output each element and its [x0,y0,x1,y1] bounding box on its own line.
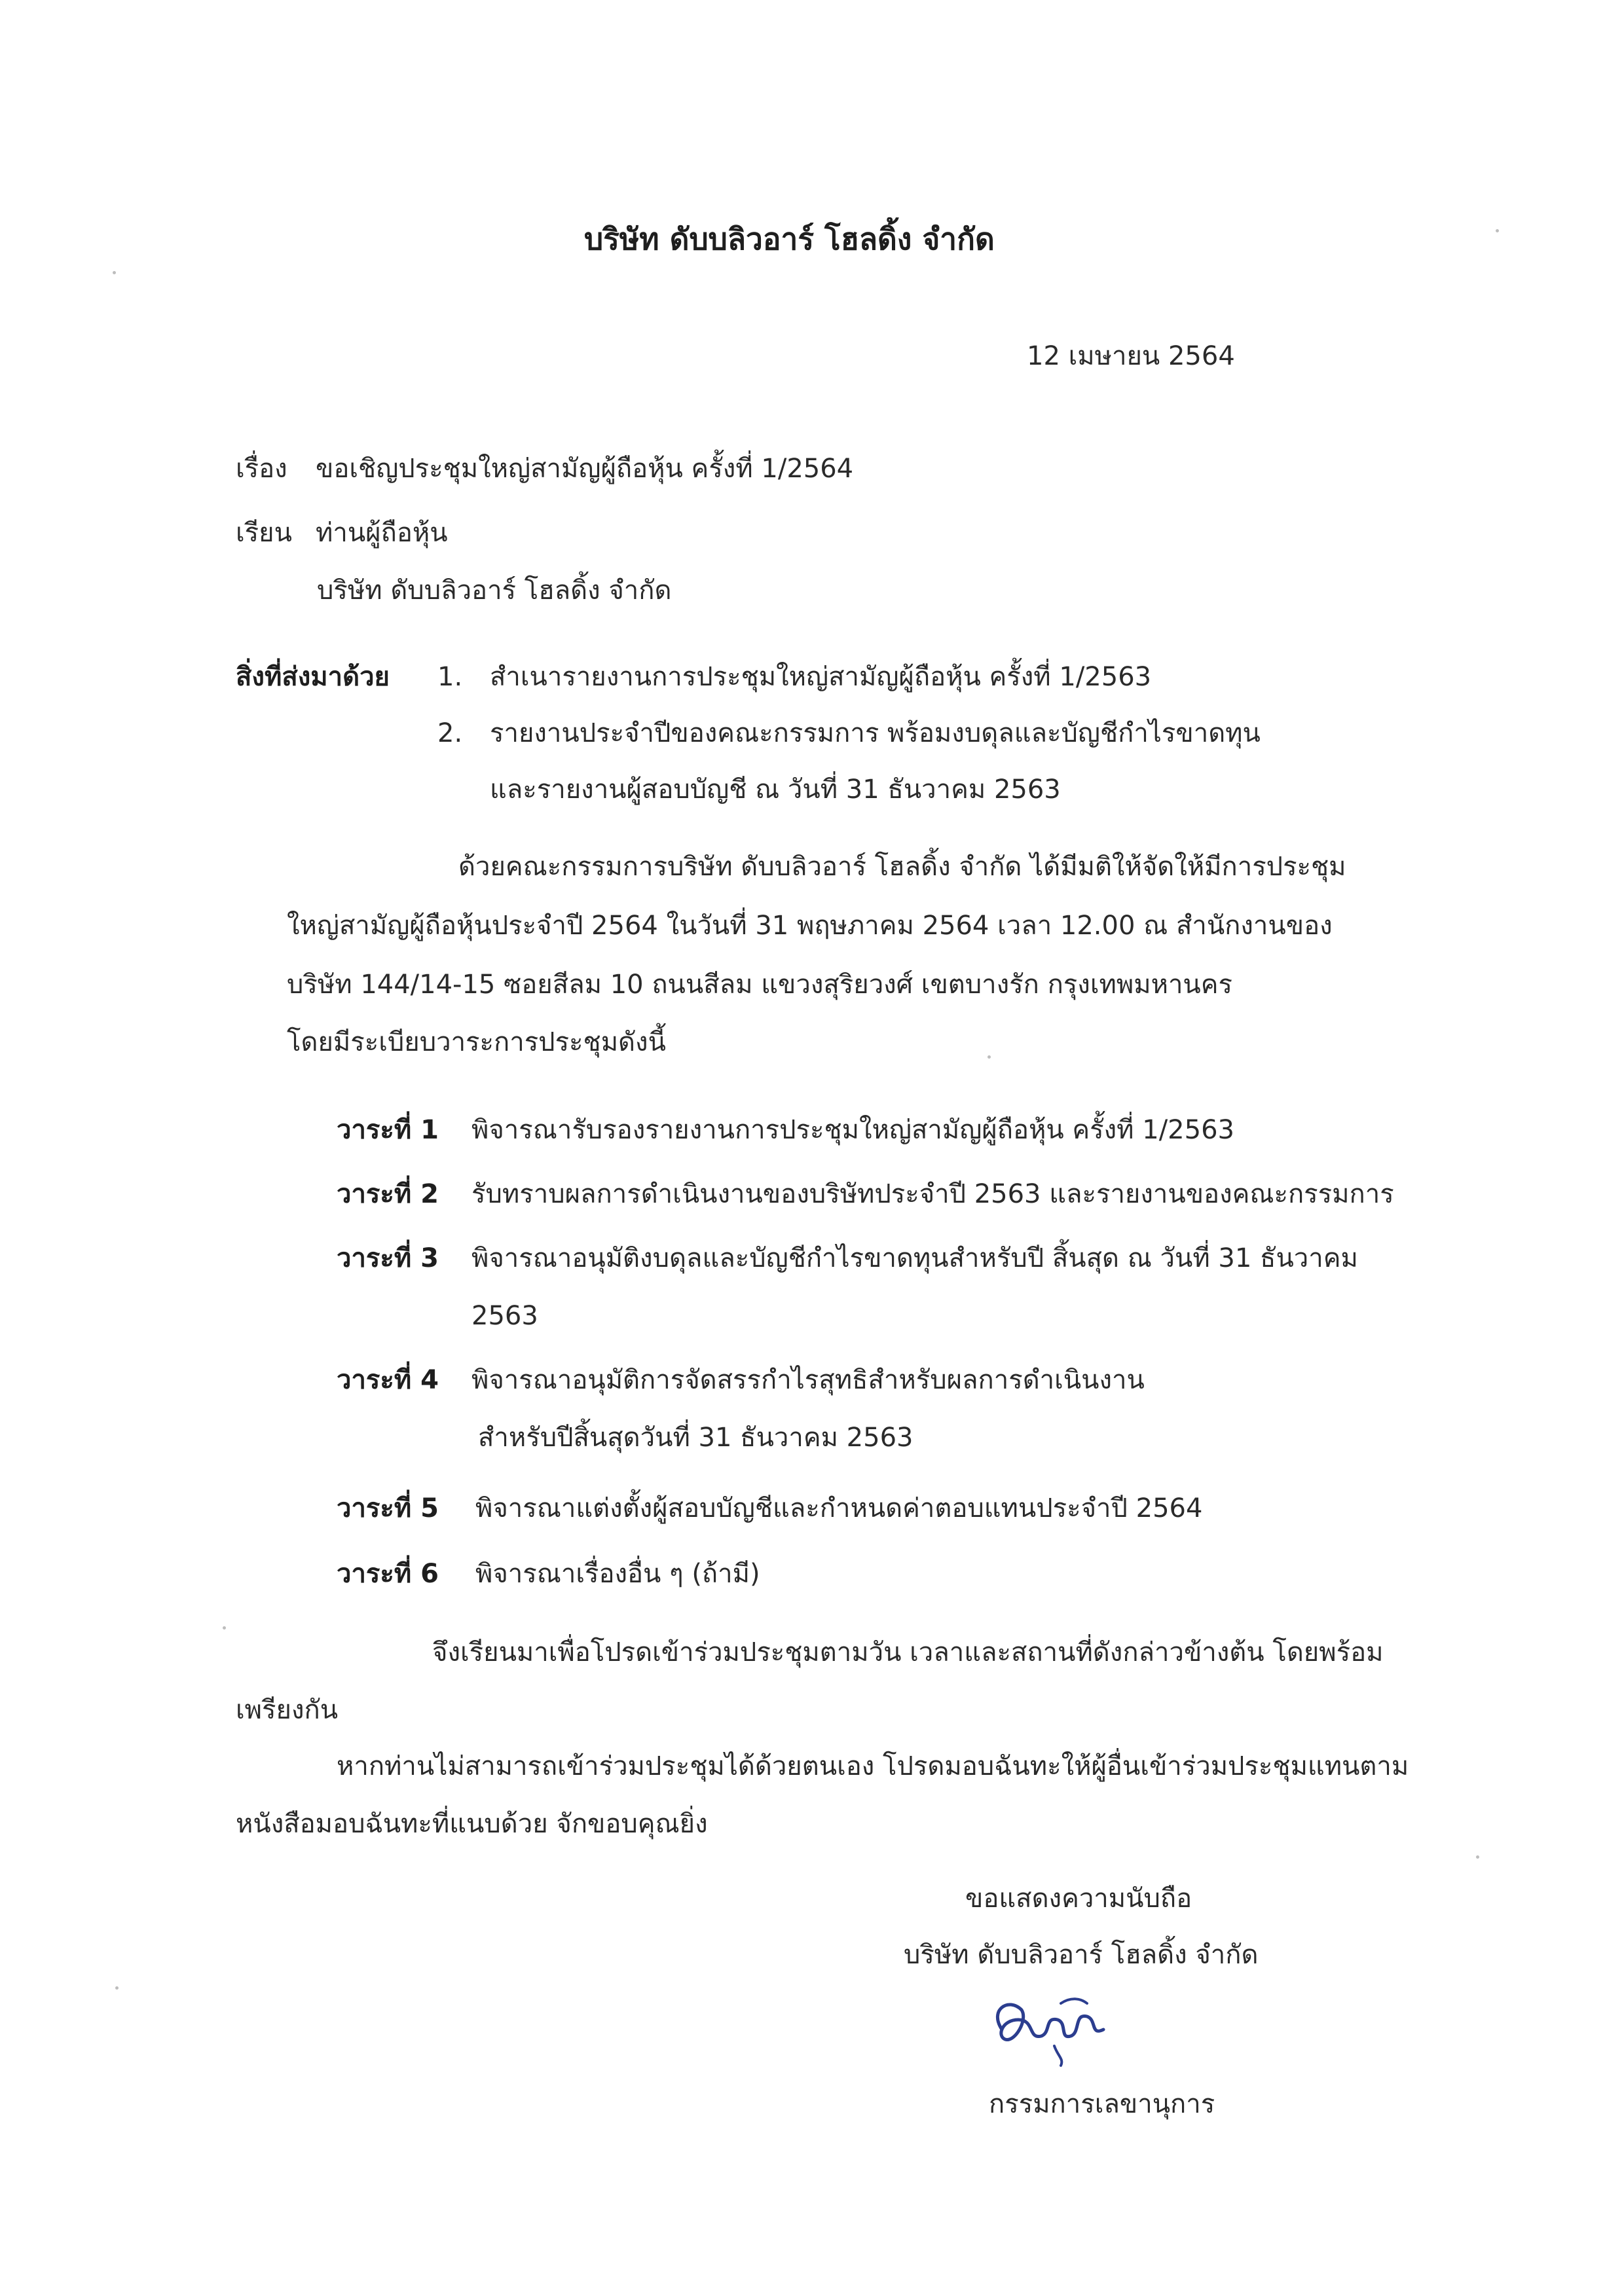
scan-speck [1496,229,1499,232]
invitation-line: จึงเรียนมาเพื่อโปรดเข้าร่วมประชุมตามวัน เวลาและสถานที่ดังกล่าวข้างต้น โดยพร้อม [432,1637,1384,1667]
agenda-label: วาระที่ 3 [337,1243,439,1273]
to-label: เรียน [236,518,292,548]
agenda-text: พิจารณารับรองรายงานการประชุมใหญ่สามัญผู้ถือหุ้น ครั้งที่ 1/2563 [471,1115,1234,1145]
agenda-text: พิจารณาอนุมัติการจัดสรรกำไรสุทธิสำหรับผลการดำเนินงาน [471,1365,1145,1395]
subject-text: ขอเชิญประชุมใหญ่สามัญผู้ถือหุ้น ครั้งที่ 1/2564 [316,454,854,484]
agenda-label: วาระที่ 1 [337,1115,439,1145]
company-title: บริษัท ดับบลิวอาร์ โฮลดิ้ง จำกัด [584,221,995,257]
agenda-label: วาระที่ 5 [337,1493,439,1523]
to-company: บริษัท ดับบลิวอาร์ โฮลดิ้ง จำกัด [317,575,672,606]
agenda-label: วาระที่ 6 [337,1559,439,1589]
enclosure-line: สำเนารายงานการประชุมใหญ่สามัญผู้ถือหุ้น ครั้งที่ 1/2563 [490,662,1152,692]
scan-speck [1476,1855,1479,1859]
scan-speck [223,1626,226,1630]
agenda-text: สำหรับปีสิ้นสุดวันที่ 31 ธันวาคม 2563 [478,1423,913,1453]
agenda-label: วาระที่ 2 [337,1179,439,1209]
scan-speck [987,1055,991,1059]
signature-image [982,1984,1126,2069]
enclosure-number: 1. [437,662,463,692]
agenda-text: พิจารณาเรื่องอื่น ๆ (ถ้ามี) [475,1559,760,1589]
body-line: ใหญ่สามัญผู้ถือหุ้นประจำปี 2564 ในวันที่ 31 พฤษภาคม 2564 เวลา 12.00 ณ สำนักงานของ [287,911,1333,941]
body-line: โดยมีระเบียบวาระการประชุมดังนี้ [287,1027,666,1057]
signer-title: กรรมการเลขานุการ [989,2089,1215,2119]
body-line: ด้วยคณะกรรมการบริษัท ดับบลิวอาร์ โฮลดิ้ง จำกัด ได้มีมติให้จัดให้มีการประชุม [458,852,1346,882]
closing-company: บริษัท ดับบลิวอาร์ โฮลดิ้ง จำกัด [904,1940,1259,1970]
agenda-text: รับทราบผลการดำเนินงานของบริษัทประจำปี 2563 และรายงานของคณะกรรมการ [471,1179,1394,1209]
invitation-line: เพรียงกัน [236,1695,339,1725]
body-line: บริษัท 144/14-15 ซอยสีลม 10 ถนนสีลม แขวงสุริยวงศ์ เขตบางรัก กรุงเทพมหานคร [287,970,1233,1000]
enclosure-number: 2. [437,718,463,748]
enclosures-label: สิ่งที่ส่งมาด้วย [236,662,390,692]
proxy-line: หนังสือมอบฉันทะที่แนบด้วย จักขอบคุณยิ่ง [236,1809,708,1839]
scan-speck [115,1986,119,1990]
to-recipient: ท่านผู้ถือหุ้น [316,518,448,548]
proxy-line: หากท่านไม่สามารถเข้าร่วมประชุมได้ด้วยตนเอง โปรดมอบฉันทะให้ผู้อื่นเข้าร่วมประชุมแทนตาม [337,1751,1409,1781]
scan-speck [113,271,116,274]
agenda-text: พิจารณาอนุมัติงบดุลและบัญชีกำไรขาดทุนสำหรับปี สิ้นสุด ณ วันที่ 31 ธันวาคม [471,1243,1358,1273]
letter-date: 12 เมษายน 2564 [1027,341,1235,371]
enclosure-line: รายงานประจำปีของคณะกรรมการ พร้อมงบดุลและบัญชีกำไรขาดทุน [490,718,1261,748]
agenda-text: พิจารณาแต่งตั้งผู้สอบบัญชีและกำหนดค่าตอบแทนประจำปี 2564 [475,1493,1203,1523]
agenda-label: วาระที่ 4 [337,1365,439,1395]
enclosure-line: และรายงานผู้สอบบัญชี ณ วันที่ 31 ธันวาคม 2563 [490,774,1061,805]
closing-text: ขอแสดงความนับถือ [965,1884,1192,1914]
agenda-text: 2563 [471,1301,538,1331]
subject-label: เรื่อง [236,454,287,484]
